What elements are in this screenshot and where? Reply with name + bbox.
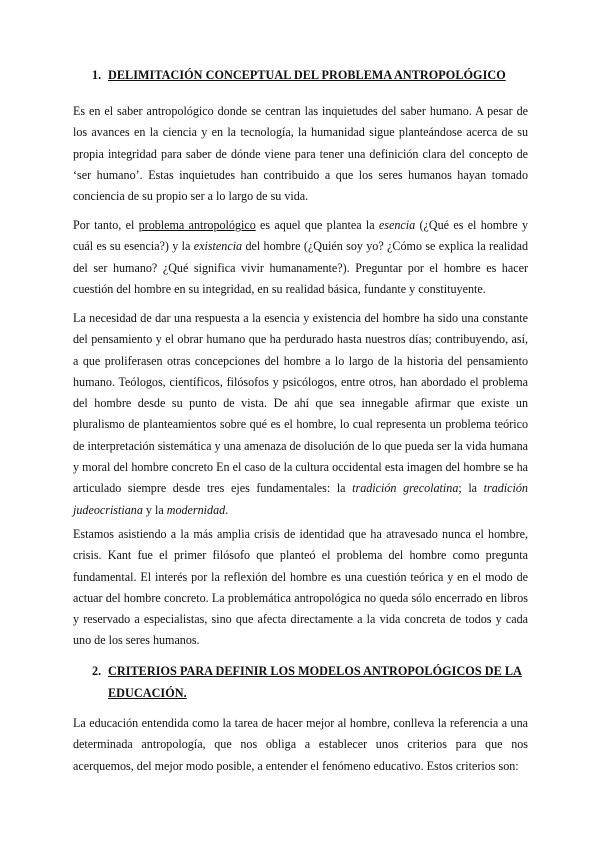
italic-term: tradición grecolatina bbox=[352, 481, 459, 496]
text-line: de interpretación sistemática y una amenaza de disolución de lo que pueda ser la vida humana bbox=[73, 438, 528, 453]
text-line: fundamental. El interés por la reflexión del hombre es una cuestión teórica y en el modo de bbox=[73, 569, 528, 584]
text-run: (¿Qué es el hombre y bbox=[415, 218, 528, 232]
heading-text: DELIMITACIÓN CONCEPTUAL DEL PROBLEMA ANTROPOLÓGICO bbox=[108, 68, 506, 82]
heading-text: CRITERIOS PARA DEFINIR LOS MODELOS ANTROPOLÓGICOS DE LA bbox=[108, 664, 522, 678]
text-run: . bbox=[225, 502, 229, 517]
underlined-term: problema antropológico bbox=[138, 218, 256, 232]
section-heading-2 bbox=[92, 664, 522, 708]
italic-term: existencia bbox=[193, 239, 243, 254]
text-run: y la bbox=[142, 502, 167, 517]
text-run: es aquel que plantea la bbox=[255, 218, 379, 232]
text-line: ‘ser humano’. Estas inquietudes han contribuido a que los seres humanos hayan tomado bbox=[73, 167, 528, 182]
heading-line bbox=[92, 664, 522, 686]
text-line: conciencia de su propio ser a lo largo de su vida. bbox=[73, 189, 309, 204]
italic-term: modernidad bbox=[166, 502, 226, 517]
text-line: La educación entendida como la tarea de hacer mejor al hombre, conlleva la referencia a una bbox=[73, 716, 528, 730]
section-heading-1 bbox=[92, 68, 506, 83]
text-line: acerquemos, del mejor modo posible, a entender el fenómeno educativo. Estos criterios son: bbox=[73, 758, 519, 773]
heading-number: 1. bbox=[92, 68, 102, 82]
text-run: articulado siempre desde tres ejes fundamentales: la bbox=[73, 481, 353, 496]
paragraph-5 bbox=[73, 713, 528, 777]
paragraph-1 bbox=[73, 101, 528, 207]
text-line: y moral del hombre concreto En el caso de la cultura occidental esta imagen del hombre se ha bbox=[73, 460, 528, 475]
paragraph-2 bbox=[73, 215, 528, 300]
text-line bbox=[73, 500, 528, 521]
text-line: cuestión del hombre en su integridad, en su realidad básica, fundante y constituyente. bbox=[73, 281, 486, 296]
text-line: del pensamiento y el obrar humano que ha perdurado hasta nuestros días; contribuyendo, así, bbox=[73, 332, 528, 347]
text-line: pluralismo de planteamientos sobre qué es el hombre, lo cual representa un problema teórico bbox=[73, 417, 528, 432]
text-line: Es en el saber antropológico donde se centran las inquietudes del saber humano. A pesar de bbox=[73, 104, 528, 118]
italic-term: judeocristiana bbox=[73, 502, 143, 517]
text-line: los avances en la ciencia y en la tecnología, la humanidad sigue planteándose acerca de su bbox=[73, 125, 528, 140]
text-line: Estamos asistiendo a la más amplia crisis de identidad que ha atravesado nunca el hombre, bbox=[73, 527, 528, 541]
paragraph-3 bbox=[73, 308, 528, 521]
heading-line: EDUCACIÓN. bbox=[108, 686, 187, 700]
text-line: crisis. Kant fue el primer filósofo que planteó el problema del hombre como pregunta bbox=[73, 548, 528, 563]
text-line bbox=[73, 236, 528, 257]
italic-term: tradición bbox=[483, 481, 528, 496]
paragraph-4 bbox=[73, 524, 528, 652]
heading-number: 2. bbox=[92, 664, 102, 678]
text-run: del hombre (¿Quién soy yo? ¿Cómo se explica la realidad bbox=[242, 239, 528, 254]
text-line bbox=[73, 478, 528, 499]
text-line: determinada antropología, que nos obliga a establecer unos criterios para que nos bbox=[73, 737, 528, 752]
text-line: a que proliferasen otras concepciones del hombre a lo largo de la historia del pensamiento bbox=[73, 353, 528, 368]
text-line: humano. Teólogos, científicos, filósofos y psicólogos, entre otros, han abordado el problema bbox=[73, 374, 528, 389]
text-line: propia integridad para saber de dónde viene para tener una definición clara del concepto de bbox=[73, 146, 528, 161]
text-line: uno de los seres humanos. bbox=[73, 633, 200, 648]
text-run: Por tanto, el bbox=[73, 218, 139, 232]
text-line: del hombre desde su punto de vista. De ahí que sea innegable afirmar que existe un bbox=[73, 396, 528, 411]
text-line: del ser humano? ¿Qué significa vivir humanamente?). Preguntar por el hombre es hacer bbox=[73, 260, 528, 275]
text-run: cuál es su esencia?) y la bbox=[73, 239, 194, 254]
text-line: actuar del hombre concreto. La problemática antropológica no queda sólo encerrado en libros bbox=[73, 590, 528, 605]
text-line: La necesidad de dar una respuesta a la esencia y existencia del hombre ha sido una constante bbox=[73, 311, 528, 325]
text-line bbox=[73, 215, 528, 236]
text-line: y reservado a especialistas, sino que afecta directamente a la vida concreta de todos y cada bbox=[73, 612, 528, 627]
text-run: ; la bbox=[458, 481, 484, 496]
italic-term: esencia bbox=[378, 218, 416, 232]
